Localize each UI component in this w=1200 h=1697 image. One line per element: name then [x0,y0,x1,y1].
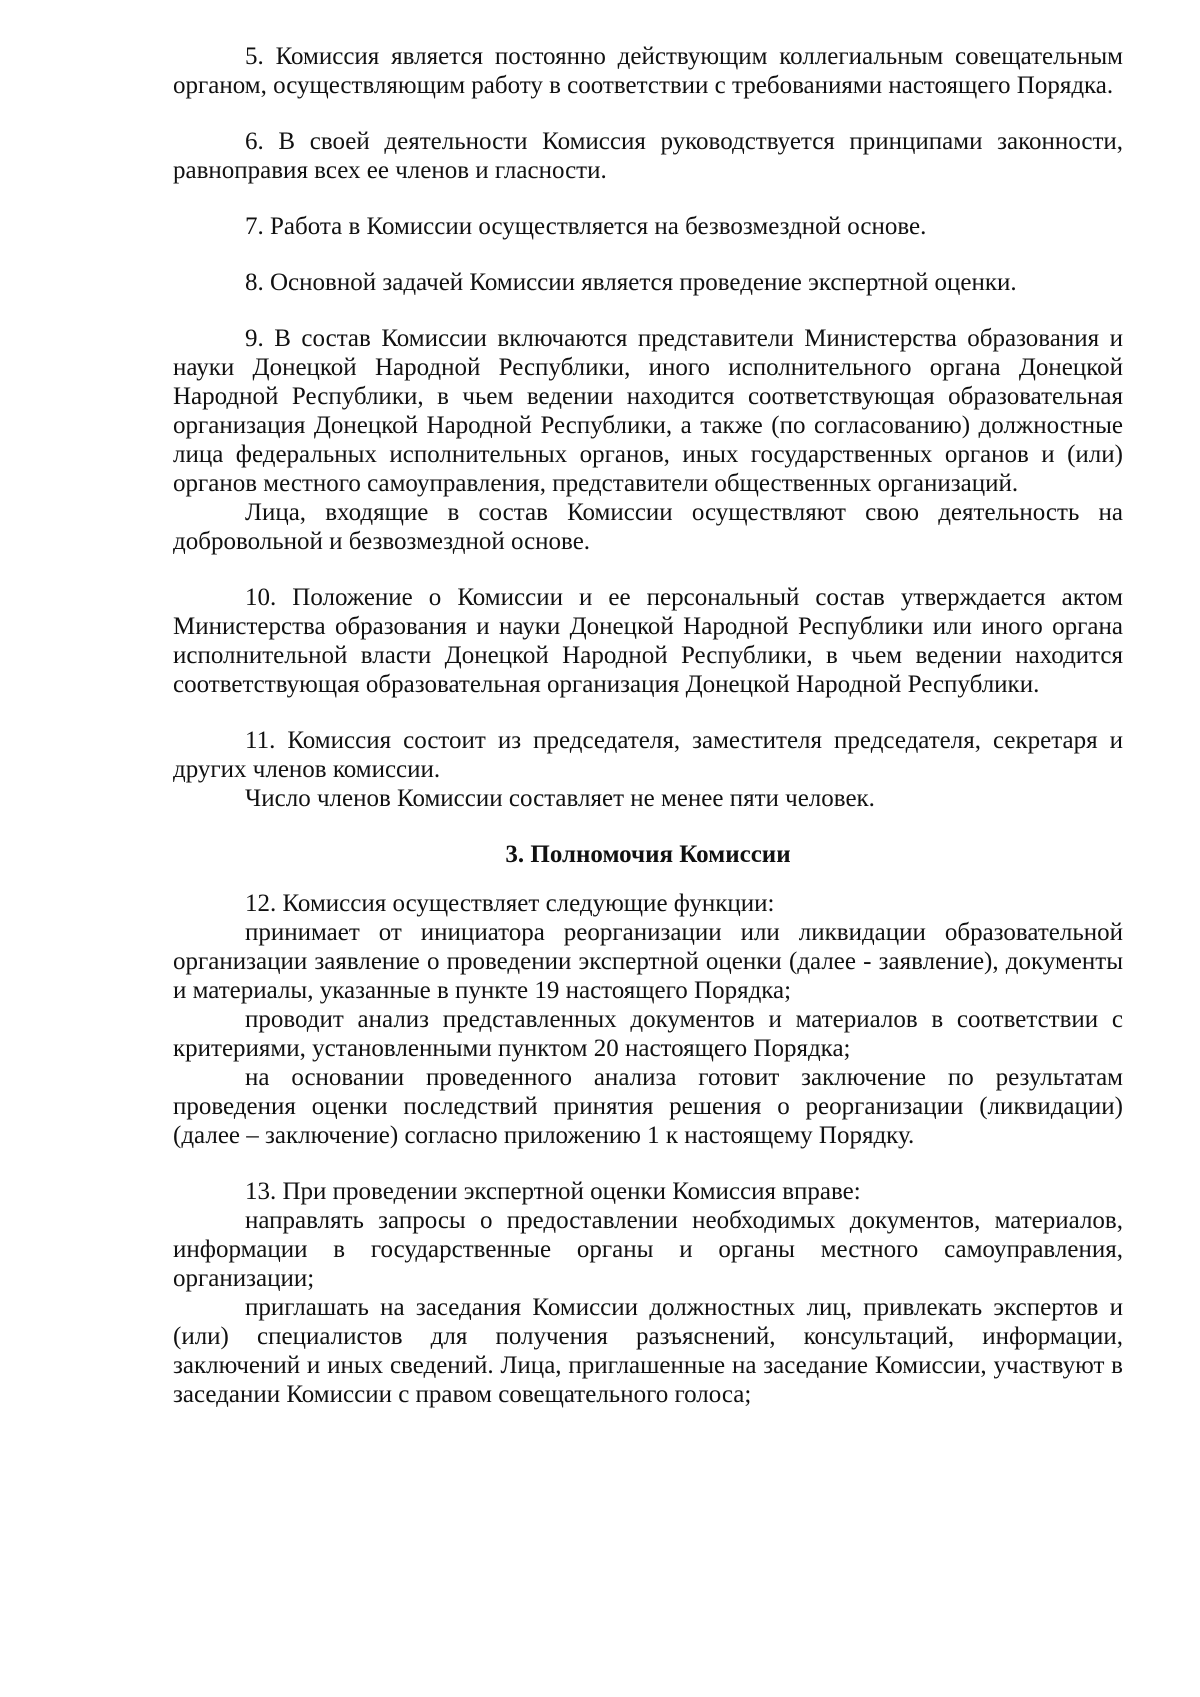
paragraph-6: 6. В своей деятельности Комиссия руководствуется принципами законности, равноправия всех ее членов и гласности. [173,128,1123,184]
spacer [173,185,1123,212]
spacer [173,241,1123,268]
spacer [173,100,1123,127]
paragraph-5: 5. Комиссия является постоянно действующим коллегиальным совещательным органом, осуществляющим работу в соответствии с требованиями настоящего Порядка. [173,43,1123,99]
spacer [173,556,1123,583]
paragraph-7: 7. Работа в Комиссии осуществляется на безвозмездной основе. [245,213,927,240]
paragraph-12-item-3: на основании проведенного анализа готовит заключение по результатам проведения оценки последствий принятия решения о реорганизации (ликвидации) (далее – заключение) согласно приложению 1 к настоящему Порядку. [173,1064,1123,1149]
paragraph-12-item-1: принимает от инициатора реорганизации или ликвидации образовательной организации заявление о проведении экспертной оценки (далее - заявление), документы и материалы, указанные в пункте 19 настоящего Порядка; [173,919,1123,1004]
paragraph-12-item-2: проводит анализ представленных документов и материалов в соответствии с критериями, установленными пунктом 20 настоящего Порядка; [173,1006,1123,1062]
spacer [173,813,1123,840]
paragraph-13-item-2: приглашать на заседания Комиссии должностных лиц, привлекать экспертов и (или) специалистов для получения разъяснений, консультаций, информации, заключений и иных сведений. Лица, приглашенные на заседание Комиссии, участвуют в заседании Комиссии с правом совещательного голоса; [173,1294,1123,1408]
paragraph-13-item-1: направлять запросы о предоставлении необходимых документов, материалов, информации в государственные органы и органы местного самоуправления, организации; [173,1207,1123,1292]
paragraph-13: 13. При проведении экспертной оценки Комиссия вправе: [245,1178,861,1205]
paragraph-9: 9. В состав Комиссии включаются представители Министерства образования и науки Донецкой Народной Республики, иного исполнительного органа Донецкой Народной Республики, в чьем ведении находится соответствующая образовательная организация Донецкой Народной Республики, а также (по согласованию) должностные лица федеральных исполнительных органов, иных государственных органов и (или) органов местного самоуправления, представители общественных организаций. [173,325,1123,497]
paragraph-11: 11. Комиссия состоит из председателя, заместителя председателя, секретаря и других членов комиссии. [173,727,1123,783]
section-heading: 3. Полномочия Комиссии [505,841,791,868]
paragraph-9-continuation: Лица, входящие в состав Комиссии осуществляют свою деятельность на добровольной и безвозмездной основе. [173,499,1123,555]
spacer [173,869,1123,889]
spacer [173,1150,1123,1177]
paragraph-10: 10. Положение о Комиссии и ее персональный состав утверждается актом Министерства образования и науки Донецкой Народной Республики или иного органа исполнительной власти Донецкой Народной Республики, в чьем ведении находится соответствующая образовательная организация Донецкой Народной Республики. [173,584,1123,698]
paragraph-8: 8. Основной задачей Комиссии является проведение экспертной оценки. [245,269,1017,296]
document-body [173,42,1123,1409]
spacer [173,699,1123,726]
paragraph-12: 12. Комиссия осуществляет следующие функции: [245,890,775,917]
paragraph-11-continuation: Число членов Комиссии составляет не менее пяти человек. [245,785,875,812]
spacer [173,297,1123,324]
